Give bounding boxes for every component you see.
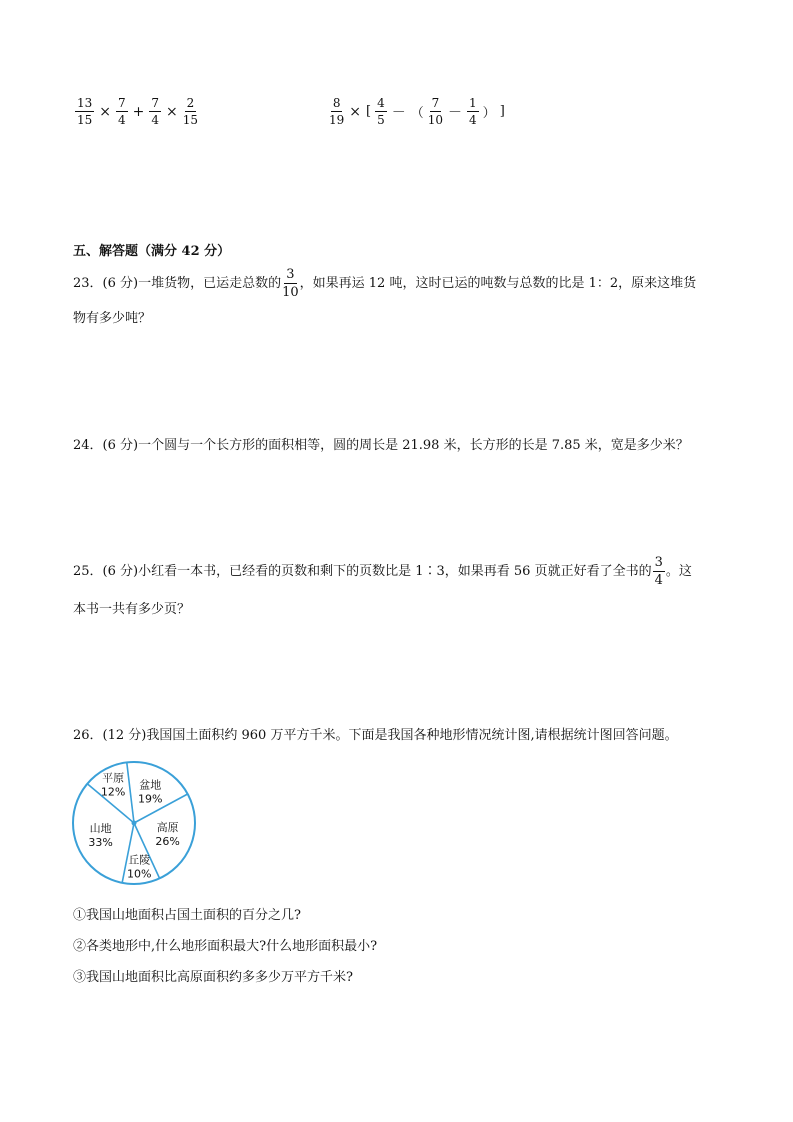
question-24: 24．(6 分)一个圆与一个长方形的面积相等，圆的周长是 21.98 米，长方形的长是 7.85 米，宽是多少米？: [73, 438, 689, 453]
operator: －: [448, 104, 463, 121]
fraction: $\frac{8}{19}$: [329, 96, 345, 127]
pie-center-dot: [132, 821, 137, 826]
fraction: $\frac{4}{5}$: [377, 96, 385, 127]
operator: －: [391, 104, 406, 121]
question-26: 26．(12 分)我国国土面积约 960 万平方千米。下面是我国各种地形情况统计图,请根据统计图回答问题。: [73, 728, 678, 743]
pie-value-label: 33%: [88, 835, 113, 849]
fraction: $\frac{3}{4}$: [654, 555, 663, 588]
paren: ）: [482, 106, 496, 121]
question-25-text: 。这: [665, 563, 692, 579]
pie-label: 山地: [89, 821, 112, 835]
pie-label: 平原: [102, 771, 125, 785]
pie-label: 盆地: [139, 778, 162, 792]
pie-label: 高原: [156, 821, 179, 835]
question-23: [73, 268, 696, 299]
question-26-sub-1: ①我国山地面积占国土面积的百分之几?: [73, 908, 301, 923]
fraction: $\frac{7}{4}$: [151, 96, 160, 127]
terrain-pie-chart: [70, 760, 202, 888]
paren: （: [410, 106, 424, 121]
fraction: $\frac{13}{15}$: [77, 96, 93, 127]
question-25: [73, 556, 692, 587]
question-26-sub-2: ②各类地形中,什么地形面积最大?什么地形面积最小?: [73, 939, 378, 954]
calc-expression-left: [73, 97, 200, 126]
fraction: $\frac{2}{15}$: [182, 96, 199, 127]
calc-expression-right: [327, 97, 507, 126]
operator: ×: [349, 103, 362, 120]
bracket: ]: [499, 104, 505, 119]
question-23-text: ，如果再运 12 吨，这时已运的吨数与总数的比是 1：2，原来这堆货: [299, 275, 697, 291]
question-23-text: 23．(6 分)一堆货物，已运走总数的: [73, 275, 282, 291]
question-23-line2: 物有多少吨？: [73, 311, 152, 326]
fraction: $\frac{7}{4}$: [118, 96, 126, 127]
pie-value-label: 10%: [126, 867, 152, 881]
fraction: $\frac{1}{4}$: [469, 96, 477, 127]
section-title: 五、解答题（满分 42 分）: [73, 244, 231, 259]
question-25-line2: 本书一共有多少页？: [73, 602, 191, 617]
pie-value-label: 26%: [155, 835, 180, 849]
fraction: $\frac{3}{10}$: [282, 267, 299, 300]
fraction: $\frac{7}{10}$: [427, 96, 444, 127]
bracket: [: [366, 104, 372, 119]
operator: ×: [99, 103, 112, 120]
pie-value-label: 12%: [100, 785, 126, 799]
question-26-sub-3: ③我国山地面积比高原面积约多多少万平方千米?: [73, 970, 353, 985]
operator: +: [132, 103, 145, 120]
pie-value-label: 19%: [138, 792, 163, 806]
pie-label: 丘陵: [128, 853, 151, 867]
question-25-text: 25．(6 分)小红看一本书，已经看的页数和剩下的页数比是 1∶3，如果再看 56 页就正好看了全书的: [73, 563, 652, 579]
operator: ×: [166, 103, 178, 120]
